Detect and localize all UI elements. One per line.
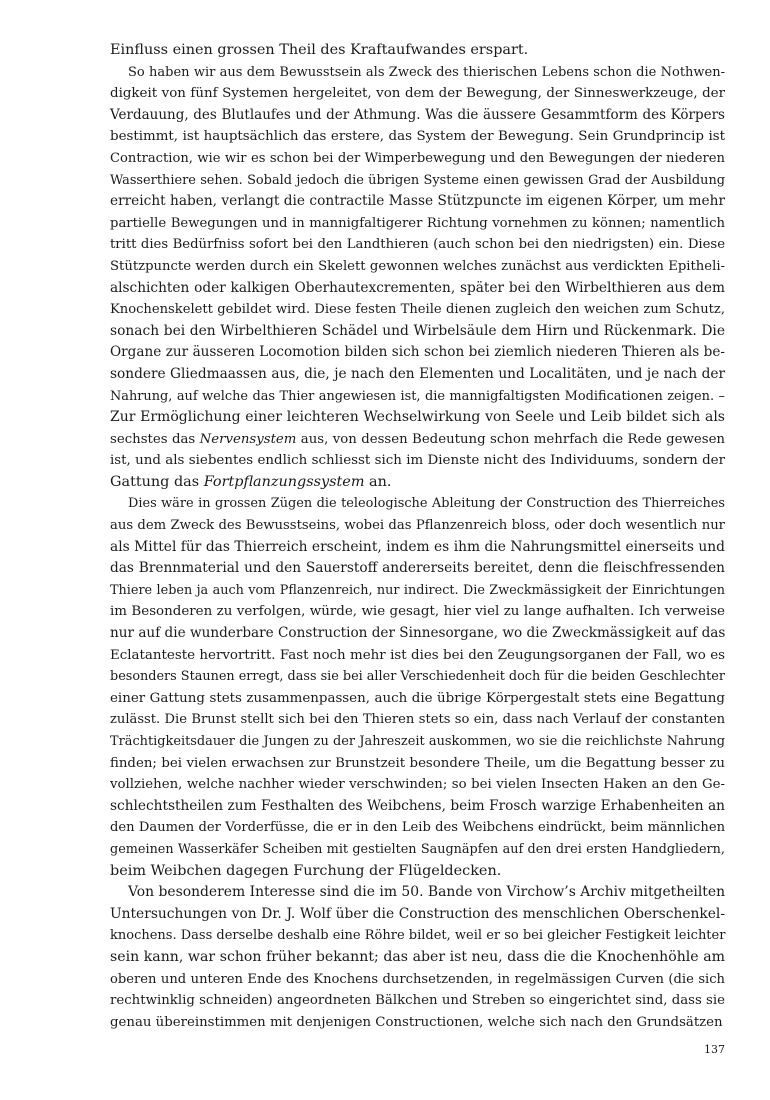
text-line <box>110 40 725 62</box>
text-line <box>110 925 725 947</box>
line-text-after: aus, von dessen Bedeutung schon mehrfach die Rede gewesen <box>296 431 726 447</box>
line-text: rechtwinklig schneiden) angeordneten Bälkchen und Streben so eingerichtet sind, dass sie <box>110 993 725 1009</box>
paragraph <box>110 882 725 1033</box>
line-text: als Mittel für das Thierreich erscheint, indem es ihm die Nahrungsmittel einerseits und <box>110 538 725 555</box>
paragraph <box>110 40 725 62</box>
line-text: Trächtigkeitsdauer die Jungen zu der Jahreszeit auskommen, wo sie die reichlichste Nahrung <box>110 734 725 749</box>
line-text: gemeinen Wasserkäfer Scheiben mit gestielten Saugnäpfen auf den drei ersten Handgliedern, <box>110 841 725 857</box>
line-text: sondere Gliedmaassen aus, die, je nach den Elementen und Localitäten, und je nach der <box>110 365 725 382</box>
text-line <box>110 1012 725 1034</box>
text-line <box>110 796 725 818</box>
paragraph <box>110 493 725 882</box>
text-line <box>110 429 725 451</box>
text-line <box>110 386 725 408</box>
line-text: Stützpuncte werden durch ein Skelett gewonnen welches zunächst aus verdickten Epitheli- <box>110 258 725 274</box>
text-line <box>110 817 725 839</box>
line-text: ist, und als siebentes endlich schliesst sich im Dienste nicht des Individuums, sondern der <box>110 453 725 469</box>
line-text: sein kann, war schon früher bekannt; das aber ist neu, dass die die Knochenhöhle am <box>110 948 725 965</box>
line-text: Eclatanteste hervortritt. Fast noch mehr ist dies bei den Zeugungsorganen der Fall, wo es <box>110 647 725 663</box>
text-line <box>110 364 725 386</box>
line-text-after: an. <box>364 473 392 490</box>
text-line <box>110 990 725 1012</box>
text-line <box>110 623 725 645</box>
text-line <box>110 753 725 775</box>
paragraph <box>110 62 725 494</box>
line-text: einer Gattung stets zusammenpassen, auch die übrige Körpergestalt stets eine Begattung <box>110 690 725 706</box>
line-text: alschichten oder kalkigen Oberhautexcrementen, später bei den Wirbelthieren aus dem <box>110 279 725 296</box>
text-line <box>110 126 725 148</box>
line-text: sonach bei den Wirbelthieren Schädel und Wirbelsäule dem Hirn und Rückenmark. Die <box>110 322 725 339</box>
line-text: Thiere leben ja auch vom Pflanzenreich, nur indirect. Die Zweckmässigkeit der Einrichtungen <box>110 582 725 598</box>
line-text: Contraction, wie wir es schon bei der Wimperbewegung und den Bewegungen der niederen <box>110 150 725 166</box>
line-text: Untersuchungen von Dr. J. Wolf über die Construction des menschlichen Oberschenkel- <box>110 905 725 922</box>
line-text: partielle Bewegungen und in mannigfaltigerer Richtung vornehmen zu können; namentlich <box>110 215 725 231</box>
line-text: Einfluss einen grossen Theil des Kraftaufwandes erspart. <box>110 42 529 58</box>
line-text: finden; bei vielen erwachsen zur Brunstzeit besondere Theile, um die Begattung besser zu <box>110 755 725 771</box>
line-text: zulässt. Die Brunst stellt sich bei den Thieren stets so ein, dass nach Verlauf der constanten <box>110 712 725 728</box>
text-line <box>110 148 725 170</box>
text-line <box>110 688 725 710</box>
page-number: 137 <box>704 1043 725 1056</box>
text-line <box>110 537 725 559</box>
text-line <box>110 580 725 602</box>
text-line <box>110 947 725 969</box>
line-text: digkeit von fünf Systemen hergeleitet, von dem der Bewegung, der Sinneswerkzeuge, der <box>110 86 725 102</box>
line-text: erreicht haben, verlangt die contractile Masse Stützpuncte im eigenen Körper, um mehr <box>110 193 725 210</box>
line-text: Von besonderem Interesse sind die im 50. Bande von Virchow’s Archiv mitgetheilten <box>128 884 726 901</box>
text-line <box>110 904 725 926</box>
text-line <box>110 515 725 537</box>
line-text: nur auf die wunderbare Construction der Sinnesorgane, wo die Zweckmässigkeit auf das <box>110 625 726 642</box>
text-line <box>110 472 725 494</box>
line-text: vollziehen, welche nachher wieder verschwinden; so bei vielen Insecten Haken an den Ge- <box>110 777 725 793</box>
text-line <box>110 645 725 667</box>
line-text: Verdauung, des Blutlaufes und der Athmung. Was die äussere Gesammtform des Körpers <box>110 106 725 123</box>
text-line <box>110 969 725 991</box>
line-text: Knochenskelett gebildet wird. Diese festen Theile dienen zugleich den weichen zum Schutz, <box>110 302 725 318</box>
text-line <box>110 601 725 623</box>
text-line <box>110 321 725 343</box>
text-line <box>110 774 725 796</box>
text-line <box>110 256 725 278</box>
line-text: Zur Ermöglichung einer leichteren Wechselwirkung von Seele und Leib bildet sich als <box>110 409 725 426</box>
text-line <box>110 278 725 300</box>
line-text: tritt dies Bedürfniss sofort bei den Landthieren (auch schon bei den niedrigsten) ein. Diese <box>110 237 725 253</box>
text-line <box>110 105 725 127</box>
line-text: So haben wir aus dem Bewusstsein als Zweck des thierischen Lebens schon die Nothwen- <box>128 64 725 80</box>
line-text: genau übereinstimmen mit denjenigen Constructionen, welche sich nach den Grundsätzen <box>110 1014 723 1030</box>
text-line <box>110 709 725 731</box>
page-body <box>110 40 725 1033</box>
line-text: im Besonderen zu verfolgen, würde, wie gesagt, hier viel zu lange aufhalten. Ich verweise <box>110 604 725 620</box>
text-line <box>110 882 725 904</box>
text-line <box>110 342 725 364</box>
text-line <box>110 839 725 861</box>
text-line <box>110 666 725 688</box>
text-line <box>110 450 725 472</box>
line-text: das Brennmaterial und den Sauerstoff andererseits bereitet, denn die fleischfressenden <box>110 560 725 577</box>
italic-term: Nervensystem <box>199 431 297 447</box>
line-text: den Daumen der Vorderfüsse, die er in den Leib des Weibchens eindrückt, beim männlichen <box>110 820 725 836</box>
line-text: Dies wäre in grossen Zügen die teleologische Ableitung der Construction des Thierreiches <box>128 496 725 512</box>
line-text: schlechtstheilen zum Festhalten des Weibchens, beim Frosch warzige Erhabenheiten an <box>110 797 725 814</box>
italic-term: Fortpflanzungssystem <box>203 473 365 490</box>
text-line <box>110 191 725 213</box>
line-text: Nahrung, auf welche das Thier angewiesen ist, die mannigfaltigsten Modificationen zeigen. – <box>110 388 725 404</box>
line-text: Wasserthiere sehen. Sobald jedoch die übrigen Systeme einen gewissen Grad der Ausbildung <box>110 172 725 188</box>
line-text: besonders Staunen erregt, dass sie bei aller Verschiedenheit doch für die beiden Geschlechter <box>110 669 725 685</box>
text-line <box>110 861 725 883</box>
line-text: knochens. Dass derselbe deshalb eine Röhre bildet, weil er so bei gleicher Festigkeit leichter <box>110 928 726 944</box>
line-text: Organe zur äusseren Locomotion bilden sich schon bei ziemlich niederen Thieren als be- <box>110 344 725 361</box>
line-text: beim Weibchen dagegen Furchung der Flügeldecken. <box>110 862 502 879</box>
text-line <box>110 731 725 753</box>
line-text: oberen und unteren Ende des Knochens durchsetzenden, in regelmässigen Curven (die sich <box>110 971 725 987</box>
line-text: Gattung das <box>110 473 204 490</box>
text-line <box>110 170 725 192</box>
line-text: aus dem Zweck des Bewusstseins, wobei das Pflanzenreich bloss, oder doch wesentlich nur <box>110 518 725 534</box>
text-line <box>110 213 725 235</box>
text-line <box>110 558 725 580</box>
text-line <box>110 493 725 515</box>
line-text: bestimmt, ist hauptsächlich das erstere, das System der Bewegung. Sein Grundprincip ist <box>110 129 725 145</box>
line-text: sechstes das <box>110 431 200 447</box>
text-line <box>110 407 725 429</box>
text-line <box>110 299 725 321</box>
text-line <box>110 62 725 84</box>
text-line <box>110 234 725 256</box>
text-line <box>110 83 725 105</box>
